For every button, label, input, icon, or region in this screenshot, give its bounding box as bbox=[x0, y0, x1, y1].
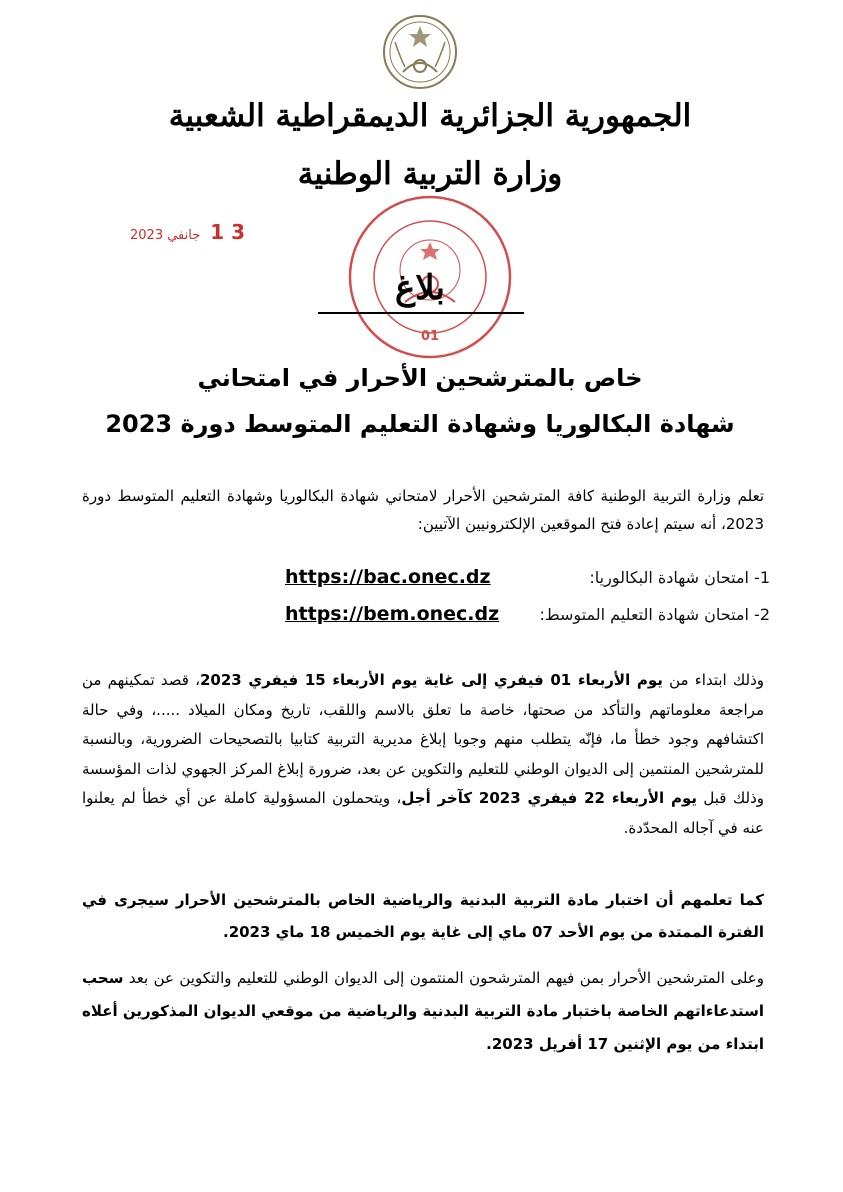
sports-exam-paragraph: كما تعلمهم أن اختبار مادة التربية البدنية والرياضية الخاص بالمترشحين الأحرار سيجرى في الفترة الممتدة من يوم الأحد 07 ماي إلى غاية يوم الخميس 18 ماي 2023. bbox=[82, 891, 764, 941]
main-paragraph-end: ، ويتحملون المسؤولية كاملة عن أي خطأ لم يعلنوا عنه في آجاله المحدّدة. bbox=[82, 789, 764, 837]
main-paragraph-dates: يوم الأربعاء 01 فيفري إلى غاية يوم الأربعاء 15 فيفري 2023 bbox=[200, 671, 663, 689]
ministry-heading: وزارة التربية الوطنية bbox=[297, 156, 563, 192]
algeria-emblem-icon bbox=[375, 12, 465, 92]
summons-paragraph-bold: سحب استدعاءاتهم الخاصة باختبار مادة التربية البدنية والرياضية من موقعي الديوان المذكورين أعلاه ابتداء من يوم الإثنين 17 أفريل 2023. bbox=[82, 969, 764, 1053]
subtitle-line-2: شهادة البكالوريا وشهادة التعليم المتوسط دورة 2023 bbox=[105, 410, 735, 438]
site-label-bem: 2- امتحان شهادة التعليم المتوسط: bbox=[539, 605, 770, 624]
site-row-bem bbox=[240, 603, 770, 633]
site-label-bac: 1- امتحان شهادة البكالوريا: bbox=[589, 568, 770, 587]
announcement-underline bbox=[318, 312, 524, 314]
main-paragraph-middle: ، قصد تمكينهم من مراجعة معلوماتهم والتأكد من صحتها، خاصة ما تعلق بالاسم واللقب، تاريخ ومكان الميلاد .....، وفي حالة اكتشافهم وجود خطأ ما، فإنّه يتطلب منهم وجوبا إبلاغ مديرية التربية كتابيا بالتصحيحات الضرورية، وبالنسبة للمترشحين المنتمين إلى الديوان الوطني للتعليم والتكوين عن بعد، ضرورة إبلاغ المركز الجهوي لذات المؤسسة وذلك قبل bbox=[82, 671, 764, 807]
site-row-bac bbox=[240, 566, 770, 596]
summons-paragraph-start: وعلى المترشحين الأحرار بمن فيهم المترشحون المنتمون إلى الديوان الوطني للتعليم والتكوين عن بعد bbox=[123, 969, 764, 987]
seal-number: 01 bbox=[420, 329, 440, 344]
summons-paragraph bbox=[82, 962, 764, 1061]
announcement-title: بلاغ bbox=[394, 268, 446, 308]
date-stamp-day: 1 3 bbox=[210, 220, 246, 244]
main-paragraph-start: وذلك ابتداء من bbox=[662, 671, 765, 689]
date-stamp-text: 2023 جانفي bbox=[130, 228, 201, 243]
site-link-bem[interactable]: https://bem.onec.dz bbox=[285, 603, 500, 625]
republic-heading: الجمهورية الجزائرية الديمقراطية الشعبية bbox=[168, 98, 692, 134]
main-paragraph-deadline: يوم الأربعاء 22 فيفري 2023 كآخر أجل bbox=[401, 789, 698, 807]
main-paragraph bbox=[82, 666, 764, 843]
date-stamp bbox=[130, 220, 245, 244]
intro-paragraph: تعلم وزارة التربية الوطنية كافة المترشحين الأحرار لامتحاني شهادة البكالوريا وشهادة التعليم المتوسط دورة 2023، أنه سيتم إعادة فتح الموقعين الإلكترونيين الآتيين: bbox=[82, 487, 764, 533]
site-link-bac[interactable]: https://bac.onec.dz bbox=[285, 566, 491, 588]
subtitle-line-1: خاص بالمترشحين الأحرار في امتحاني bbox=[197, 364, 643, 392]
